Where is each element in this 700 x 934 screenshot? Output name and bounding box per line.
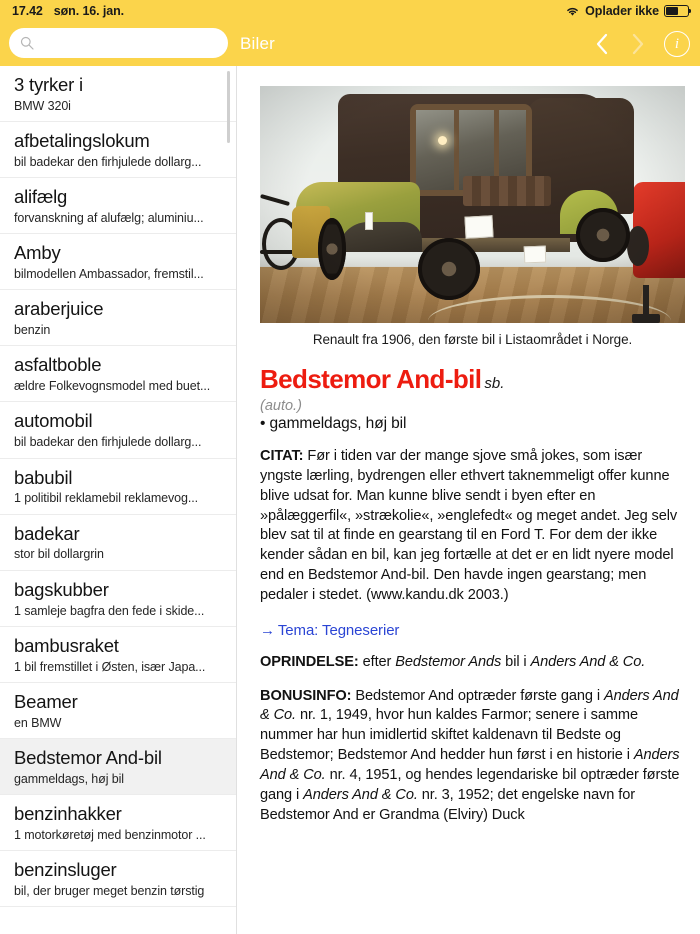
oprindelse-paragraph bbox=[260, 653, 685, 673]
back-button[interactable] bbox=[592, 31, 612, 57]
oprindelse-part: Bedstemor Ands bbox=[395, 653, 502, 670]
bonusinfo-part: Anders And & Co. bbox=[260, 747, 680, 783]
arrow-right-icon: → bbox=[260, 621, 275, 639]
theme-link[interactable] bbox=[260, 622, 685, 639]
search-input[interactable] bbox=[9, 28, 228, 58]
entry-term: araberjuice bbox=[14, 298, 104, 320]
bonusinfo-part: Anders And & Co. bbox=[303, 786, 418, 803]
entry-list-item[interactable] bbox=[0, 851, 236, 907]
entry-list-item[interactable] bbox=[0, 234, 236, 290]
entry-gloss: 1 samleje bagfra den fede i skide... bbox=[14, 603, 205, 618]
battery-fill bbox=[666, 7, 677, 14]
status-date: søn. 16. jan. bbox=[53, 4, 125, 18]
entry-list-item[interactable] bbox=[0, 66, 236, 122]
entry-term: afbetalingslokum bbox=[14, 130, 150, 152]
entry-term: benzinsluger bbox=[14, 859, 117, 881]
status-bar-left bbox=[12, 4, 124, 18]
bonusinfo-label: BONUSINFO: bbox=[260, 687, 352, 704]
entry-list-item[interactable] bbox=[0, 795, 236, 851]
entry-term: babubil bbox=[14, 466, 73, 488]
info-icon-label: i bbox=[674, 35, 680, 52]
entry-list-item[interactable] bbox=[0, 346, 236, 402]
oprindelse-part: Anders And & Co. bbox=[530, 653, 646, 670]
entry-gloss: BMW 320i bbox=[14, 98, 71, 113]
entry-list-item[interactable] bbox=[0, 402, 236, 458]
entry-term: 3 tyrker i bbox=[14, 74, 83, 95]
bonusinfo-part: Anders And & Co. bbox=[260, 687, 679, 724]
entry-gloss: 1 motorkøretøj med benzinmotor ... bbox=[14, 827, 206, 842]
status-time: 17.42 bbox=[12, 4, 43, 18]
entry-gloss: en BMW bbox=[14, 715, 62, 730]
entry-list-item[interactable] bbox=[0, 290, 236, 346]
entry-term: automobil bbox=[14, 410, 93, 432]
entry-list-item[interactable] bbox=[0, 515, 236, 571]
entry-gloss: bil badekar den firhjulede dollarg... bbox=[14, 435, 202, 450]
status-bar bbox=[0, 0, 700, 22]
citat-label: CITAT: bbox=[260, 448, 304, 464]
entry-term: Amby bbox=[14, 242, 61, 264]
forward-button[interactable] bbox=[628, 31, 648, 57]
entry-term: alifælg bbox=[14, 186, 68, 208]
photo-caption: Renault fra 1906, den første bil i Listaområdet i Norge. bbox=[312, 332, 633, 347]
entry-list-item[interactable] bbox=[0, 627, 236, 683]
bonusinfo-text bbox=[260, 688, 679, 823]
article-photo bbox=[260, 86, 685, 323]
entry-gloss: benzin bbox=[14, 323, 51, 338]
theme-link-label: Tema: Tegneserier bbox=[277, 621, 400, 639]
search-container bbox=[9, 28, 228, 58]
entry-gloss: stor bil dollargrin bbox=[14, 547, 104, 562]
oprindelse-part: efter bbox=[358, 653, 396, 670]
oprindelse-part: bil i bbox=[501, 653, 531, 670]
article-figure bbox=[260, 86, 685, 347]
bonusinfo-part: Bedstemor And optræder første gang i bbox=[351, 687, 604, 704]
oprindelse-label: OPRINDELSE: bbox=[260, 653, 359, 670]
wifi-icon bbox=[565, 5, 580, 17]
entry-gloss: 1 politibil reklamebil reklamevog... bbox=[14, 491, 198, 506]
bonusinfo-part: nr. 1, 1949, hvor hun kaldes Farmor; senere i samme nummer har hun imidlertid skiftet kaldenavn til Bedste og Bedstemor; Bedstemor And hedder hun først i en historie i bbox=[260, 707, 638, 764]
entry-term: badekar bbox=[14, 522, 80, 544]
domain-label: (auto.) bbox=[260, 398, 302, 414]
sidebar-scrollbar[interactable] bbox=[227, 71, 231, 143]
entry-gloss: bil, der bruger meget benzin tørstig bbox=[14, 883, 205, 898]
citat-text: Før i tiden var der mange sjove små jokes, som især yngste lærling, bydrengen eller ethvert taknemmeligt offer kunne blive udsat for. Man kunne blive sendt i byen efter en »pålæggerfil«, »strækolie«, »englefedt« og meget andet. Jeg selv blev sat til at finde en gearstang til en Ford T. For dem der ikke kender sådan en bil, kan jeg fortælle at det er en lidt nyere model end en Bedstemor And-bil. Den havde ingen gearstang; men pedaler i stedet. (www.kandu.dk 2003.) bbox=[260, 448, 678, 603]
info-circle-icon[interactable] bbox=[664, 31, 690, 57]
photo-vignette bbox=[260, 86, 685, 323]
document-title: Biler bbox=[240, 34, 276, 53]
bonusinfo-paragraph bbox=[260, 687, 685, 826]
entry-gloss: bil badekar den firhjulede dollarg... bbox=[14, 154, 202, 169]
article-content bbox=[238, 66, 700, 934]
part-of-speech: sb. bbox=[484, 375, 505, 392]
entry-list bbox=[0, 66, 236, 907]
headword-line bbox=[260, 364, 685, 395]
entry-gloss: bilmodellen Ambassador, fremstil... bbox=[14, 267, 204, 282]
definition: • gammeldags, høj bil bbox=[260, 415, 407, 432]
entry-term: bagskubber bbox=[14, 578, 109, 600]
entry-list-item[interactable] bbox=[0, 683, 236, 739]
entry-list-item[interactable] bbox=[0, 739, 236, 795]
charging-status-label: Oplader ikke bbox=[585, 4, 659, 18]
bonusinfo-part: nr. 4, 1951, og hendes legendariske bil optræder første gang i bbox=[260, 766, 680, 803]
entry-gloss: forvanskning af alufælg; aluminiu... bbox=[14, 210, 204, 225]
entry-gloss: ældre Folkevognsmodel med buet... bbox=[14, 379, 211, 394]
status-bar-right bbox=[565, 4, 689, 18]
entry-term: Bedstemor And-bil bbox=[14, 746, 162, 768]
citat-paragraph bbox=[260, 447, 685, 606]
entry-term: asfaltboble bbox=[14, 354, 102, 376]
entry-list-item[interactable] bbox=[0, 122, 236, 178]
oprindelse-text bbox=[359, 654, 646, 670]
entry-list-item[interactable] bbox=[0, 571, 236, 627]
entry-list-sidebar[interactable] bbox=[0, 66, 237, 934]
toolbar bbox=[0, 22, 700, 66]
entry-gloss: 1 bil fremstillet i Østen, især Japa... bbox=[14, 659, 206, 674]
entry-term: Beamer bbox=[14, 690, 78, 712]
entry-list-item[interactable] bbox=[0, 178, 236, 234]
headword: Bedstemor And-bil bbox=[260, 364, 482, 394]
entry-term: bambusraket bbox=[14, 634, 119, 656]
entry-gloss: gammeldags, høj bil bbox=[14, 771, 124, 786]
entry-term: benzinhakker bbox=[14, 803, 122, 825]
entry-list-item[interactable] bbox=[0, 459, 236, 515]
navigation-buttons bbox=[592, 22, 690, 66]
bonusinfo-part: nr. 3, 1952; det engelske navn for Bedstemor And er Grandma (Elviry) Duck bbox=[260, 786, 635, 823]
battery-icon bbox=[664, 5, 689, 17]
